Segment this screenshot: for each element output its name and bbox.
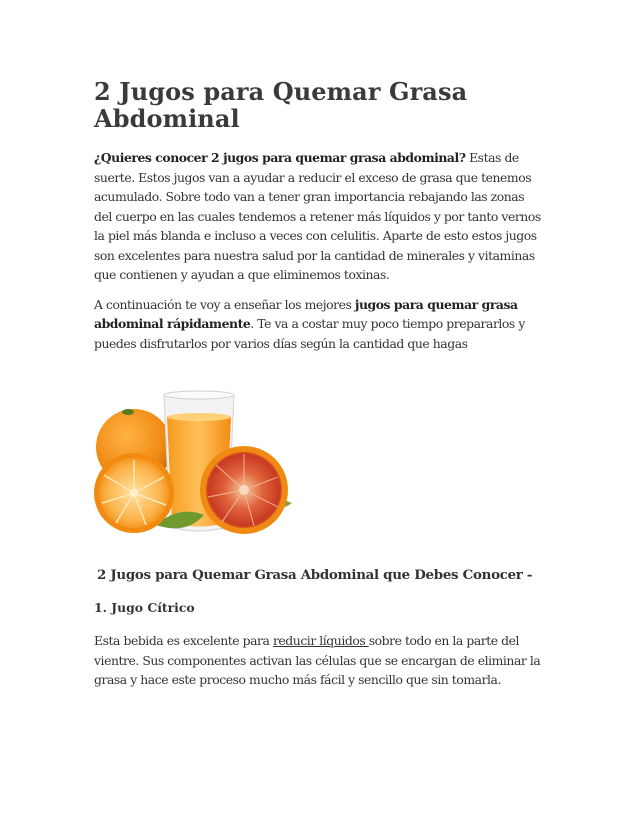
page-title: 2 Jugos para Quemar Grasa Abdominal [94,77,468,133]
reducir-liquidos-link[interactable]: reducir líquidos [272,633,369,648]
section-title-jugo-citrico: 1. Jugo Cítrico [94,600,195,615]
p2-start: A continuación te voy a enseñar los mejores [94,296,355,312]
third-paragraph [94,631,546,690]
section-subheading: 2 Jugos para Quemar Grasa Abdominal que Debes Conocer - [97,567,533,583]
intro-text: Estas de suerte. Estos jugos van a ayudar a reducir el exceso de grasa que tenemos acumulado. Sobre todo van a tener gran importancia rebajando las zonas del cuerpo en las cuales tendemos a retener más líquidos y por tanto vernos la piel más blanda e incluso a veces con celulitis. Aparte de esto estos jugos son excelentes para nuestra salud por la cantidad de minerales y vitaminas que contienen y ayudan a que eliminemos toxinas. [94,150,541,282]
p3-start: Esta bebida es excelente para [94,633,273,648]
juice-oranges-image [94,365,300,548]
p2-rest: . Te va a costar muy poco tiempo prepararlos y puedes disfrutarlos por varios días según la cantidad que hagas [94,316,525,351]
juice-oranges-illustration [94,365,300,548]
intro-bold-question: ¿Quieres conocer 2 jugos para quemar grasa abdominal? [94,150,466,165]
article [94,78,544,353]
second-paragraph [94,295,544,354]
p3-rest: sobre todo en la parte del vientre. Sus componentes activan las células que se encargan de eliminar la grasa y hace este proceso mucho más fácil y sencillo que sin tomarla. [94,633,541,687]
p2-bold-keyword: jugos para quemar grasa abdominal rápidamente [94,296,518,331]
intro-paragraph [94,148,544,285]
